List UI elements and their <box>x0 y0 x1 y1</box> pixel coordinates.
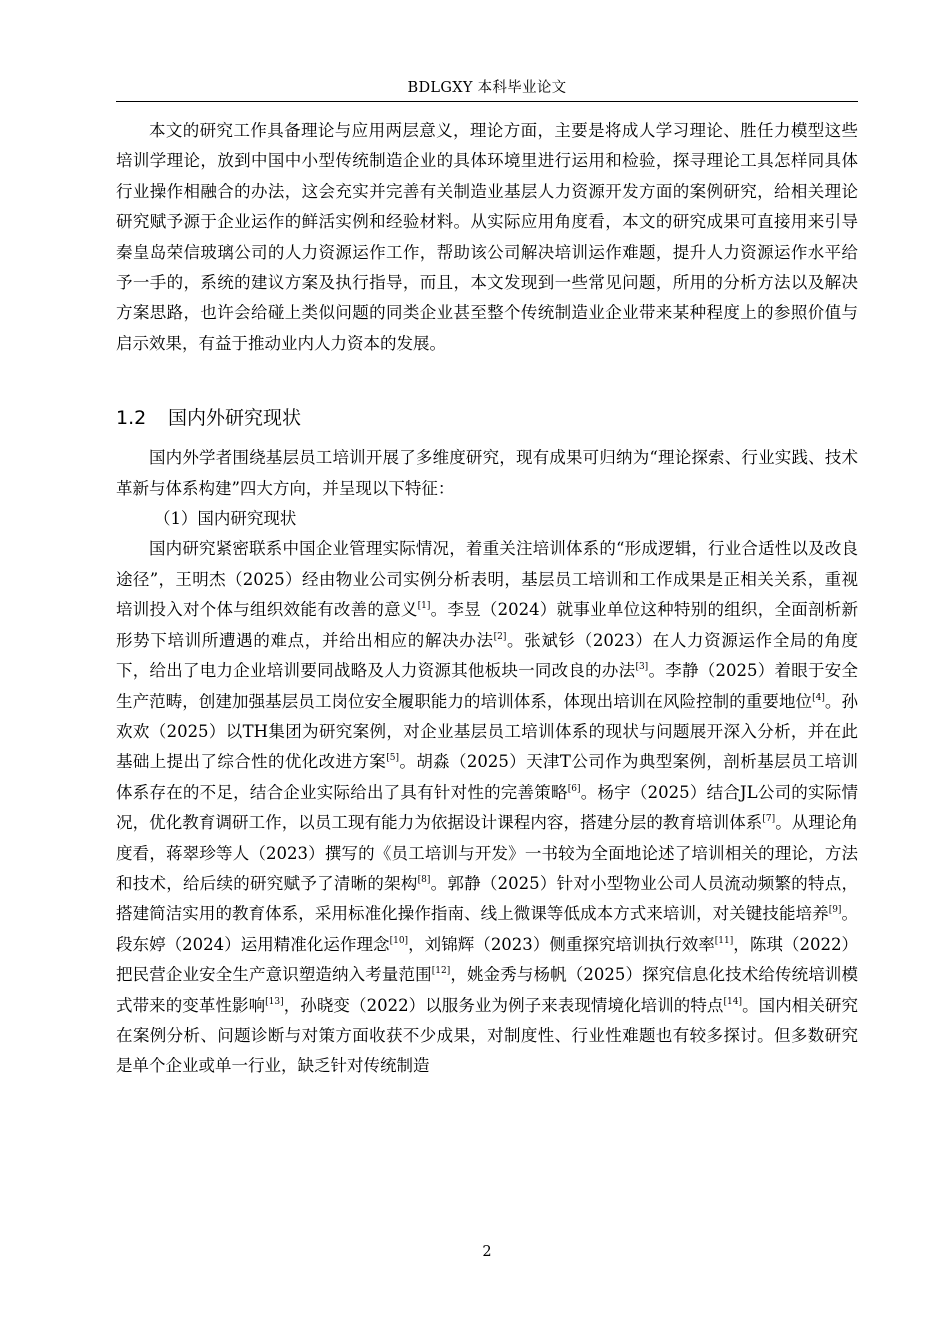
citation-7: [7] <box>762 814 776 825</box>
citation-14: [14] <box>723 996 742 1007</box>
section-heading <box>116 403 858 433</box>
citation-8: [8] <box>417 874 431 885</box>
citation-5: [5] <box>386 753 399 764</box>
text-run: 。李静（2025）着眼于安全生产范畴，创建加强基层员工岗位安全履职能力的培训体系，体现出培训在风险控制的重要地位 <box>116 661 858 711</box>
section-title: 国内外研究现状 <box>168 407 302 430</box>
citation-3: [3] <box>635 662 649 673</box>
text-run: 。李昱（2024）就事业单位这种特别的组织，全面剖析新形势下培训所遭遇的难点，并给出相应的解决办法 <box>116 600 858 650</box>
text-run: 。段东婷（2024）运用精准化运作理念 <box>116 904 859 954</box>
citation-12: [12] <box>431 966 451 977</box>
text-run: 。国内相关研究在案例分析、问题诊断与对策方面收获不少成果，对制度性、行业性难题也有较多探讨。但多数研究是单个企业或单一行业，缺乏针对传统制造 <box>116 995 859 1076</box>
citation-9: [9] <box>828 905 842 916</box>
citation-1: [1] <box>417 601 431 612</box>
text-run: 。郭静（2025）针对小型物业公司人员流动频繁的特点，搭建简洁实用的教育体系，采用标准化操作指南、线上微课等低成本方式来培训，对关键技能培养 <box>116 873 858 924</box>
text-run: 。张斌钐（2023）在人力资源运作全局的角度下，给出了电力企业培训要同战略及人力资源其他板块一同改良的办法 <box>116 630 858 681</box>
text-run: ，刘锦辉（2023）侧重探究培训执行效率 <box>408 934 715 954</box>
text-run: 。孙欢欢（2025）以TH集团为研究案例，对企业基层员工培训体系的现状与问题展开深入分析，并在此基础上提出了综合性的优化改进方案 <box>116 691 859 772</box>
text-run: ，陈琪（2022）把民营企业安全生产意识塑造纳入考量范围 <box>116 934 858 985</box>
paragraph-domestic-research <box>116 534 858 1081</box>
citation-6: [6] <box>567 783 581 794</box>
body-text <box>116 116 858 1082</box>
text-run: 国内研究紧密联系中国企业管理实际情况，着重关注培训体系的“形成逻辑，行业合适性以及改良途径”，王明杰（2025）经由物业公司实例分析表明，基层员工培训和工作成果是正相关关系，重视培训投入对个体与组织效能有改善的意义 <box>116 539 858 620</box>
page-number: 2 <box>482 1244 492 1260</box>
citation-2: [2] <box>493 631 507 642</box>
text-run: ，孙晓变（2022）以服务业为例子来表现情境化培训的特点 <box>283 995 724 1015</box>
subheading-domestic: （1）国内研究现状 <box>153 509 297 529</box>
text-run: ，姚金秀与杨帆（2025）探究信息化技术给传统培训模式带来的变革性影响 <box>116 965 859 1015</box>
citation-11: [11] <box>714 935 734 946</box>
text-run: 。从理论角度看，蒋翠珍等人（2023）撰写的《员工培训与开发》一书较为全面地论述了培训相关的理论，方法和技术，给后续的研究赋予了清晰的架构 <box>116 813 859 893</box>
running-header: BDLGXY 本科毕业论文 <box>407 80 567 96</box>
paragraph-significance: 本文的研究工作具备理论与应用两层意义，理论方面，主要是将成人学习理论、胜任力模型这些培训学理论，放到中国中小型传统制造企业的具体环境里进行运用和检验，探寻理论工具怎样同具体行业操作相融合的办法，这会充实并完善有关制造业基层人力资源开发方面的案例研究，给相关理论研究赋予源于企业运作的鲜活实例和经验材料。从实际应用角度看，本文的研究成果可直接用来引导秦皇岛荣信玻璃公司的人力资源运作工作，帮助该公司解决培训运作难题，提升人力资源运作水平给予一手的，系统的建议方案及执行指导，而且，本文发现到一些常见问题，所用的分析方法以及解决方案思路，也许会给碰上类似问题的同类企业甚至整个传统制造业企业带来某种程度上的参照价值与启示效果，有益于推动业内人力资本的发展。 <box>116 121 858 353</box>
citation-13: [13] <box>265 996 284 1007</box>
citation-4: [4] <box>812 692 825 703</box>
citation-10: [10] <box>389 935 409 946</box>
section-number: 1.2 <box>116 407 147 430</box>
header-divider <box>116 101 858 102</box>
paragraph-overview: 国内外学者围绕基层员工培训开展了多维度研究，现有成果可归纳为“理论探索、行业实践、技术革新与体系构建”四大方向，并呈现以下特征： <box>116 448 858 498</box>
text-run: 。杨宇（2025）结合JL公司的实际情况，优化教育调研工作，以员工现有能力为依据设计课程内容，搭建分层的教育培训体系 <box>116 782 858 833</box>
text-run: 。胡淼（2025）天津T公司作为典型案例，剖析基层员工培训体系存在的不足，结合企业实际给出了具有针对性的完善策略 <box>116 752 859 802</box>
